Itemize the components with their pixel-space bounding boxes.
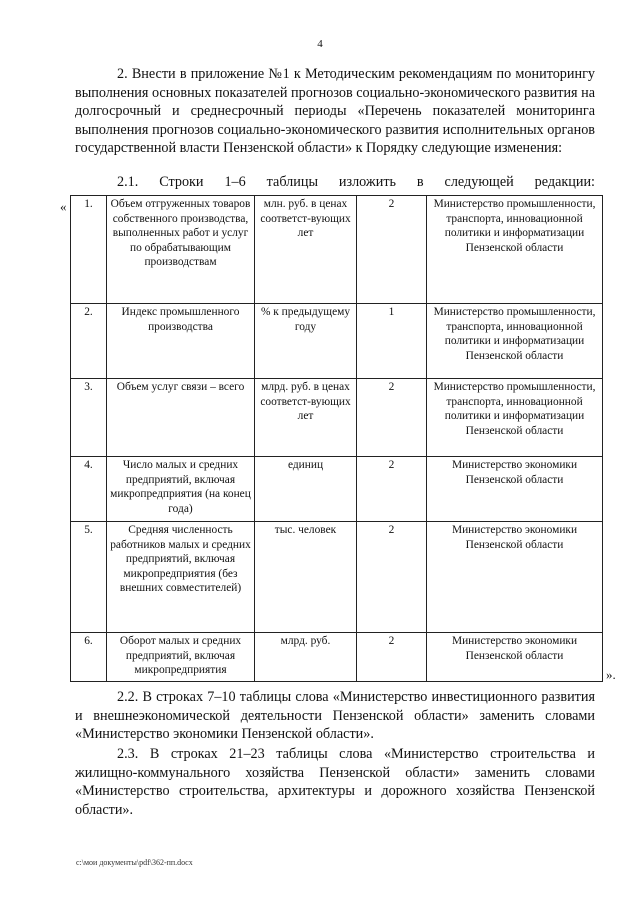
quote-open: « [60, 199, 67, 214]
indicator-name: Объем отгруженных товаров собственного производства, выполненных работ и услуг по обрабатывающим производствам [107, 196, 255, 304]
row-number: 6. [71, 633, 107, 682]
row-number: 4. [71, 457, 107, 522]
indicators-table [70, 195, 603, 682]
row-number: 5. [71, 522, 107, 633]
code: 2 [357, 457, 427, 522]
code: 2 [357, 522, 427, 633]
ministry: Министерство экономики Пензенской области [427, 457, 603, 522]
code: 2 [357, 633, 427, 682]
ministry: Министерство экономики Пензенской области [427, 522, 603, 633]
intro-paragraph: 2. Внести в приложение №1 к Методическим рекомендациям по мониторингу выполнения основных показателей прогнозов социально-экономического развития на долгосрочный и среднесрочный периоды «Перечень показателей мониторинга выполнения прогнозов социально-экономического развития исполнительных органов государственной власти Пензенской области» к Порядку следующие изменения: [75, 66, 596, 157]
ministry: Министерство промышленности, транспорта, инновационной политики и информатизации Пензенской области [427, 304, 603, 379]
row-number: 1. [71, 196, 107, 304]
table-row [71, 379, 603, 457]
item-2-2: 2.2. В строках 7–10 таблицы слова «Министерство инвестиционного развития и внешнеэкономической деятельности Пензенской области» заменить словами «Министерство экономики Пензенской области». [75, 689, 595, 743]
unit: тыс. человек [255, 522, 357, 633]
row-number: 2. [71, 304, 107, 379]
table-row [71, 633, 603, 682]
quote-close: ». [606, 667, 616, 682]
unit: млрд. руб. [255, 633, 357, 682]
ministry: Министерство промышленности, транспорта, инновационной политики и информатизации Пензенской области [427, 196, 603, 304]
code: 2 [357, 379, 427, 457]
indicator-name: Средняя численность работников малых и средних предприятий, включая микропредприятия (без внешних совместителей) [107, 522, 255, 633]
indicator-name: Оборот малых и средних предприятий, включая микропредприятия [107, 633, 255, 682]
indicator-name: Число малых и средних предприятий, включая микропредприятия (на конец года) [107, 457, 255, 522]
footer-file-path: c:\мои документы\pdf\362-пп.docx [76, 858, 193, 867]
indicator-name: Объем услуг связи – всего [107, 379, 255, 457]
table-row [71, 304, 603, 379]
unit: млн. руб. в ценах соответст-вующих лет [255, 196, 357, 304]
code: 2 [357, 196, 427, 304]
item-2-3: 2.3. В строках 21–23 таблицы слова «Министерство строительства и жилищно-коммунального хозяйства Пензенской области» заменить словами «Министерство строительства, архитектуры и дорожного хозяйства Пензенской области». [75, 746, 595, 818]
code: 1 [357, 304, 427, 379]
row-number: 3. [71, 379, 107, 457]
table-row [71, 522, 603, 633]
unit: млрд. руб. в ценах соответст-вующих лет [255, 379, 357, 457]
page-number: 4 [317, 38, 323, 50]
item-2-1: 2.1. Строки 1–6 таблицы изложить в следующей редакции: [117, 174, 595, 190]
ministry: Министерство экономики Пензенской области [427, 633, 603, 682]
table-row [71, 196, 603, 304]
indicator-name: Индекс промышленного производства [107, 304, 255, 379]
ministry: Министерство промышленности, транспорта, инновационной политики и информатизации Пензенской области [427, 379, 603, 457]
table-row [71, 457, 603, 522]
unit: единиц [255, 457, 357, 522]
unit: % к предыдущему году [255, 304, 357, 379]
